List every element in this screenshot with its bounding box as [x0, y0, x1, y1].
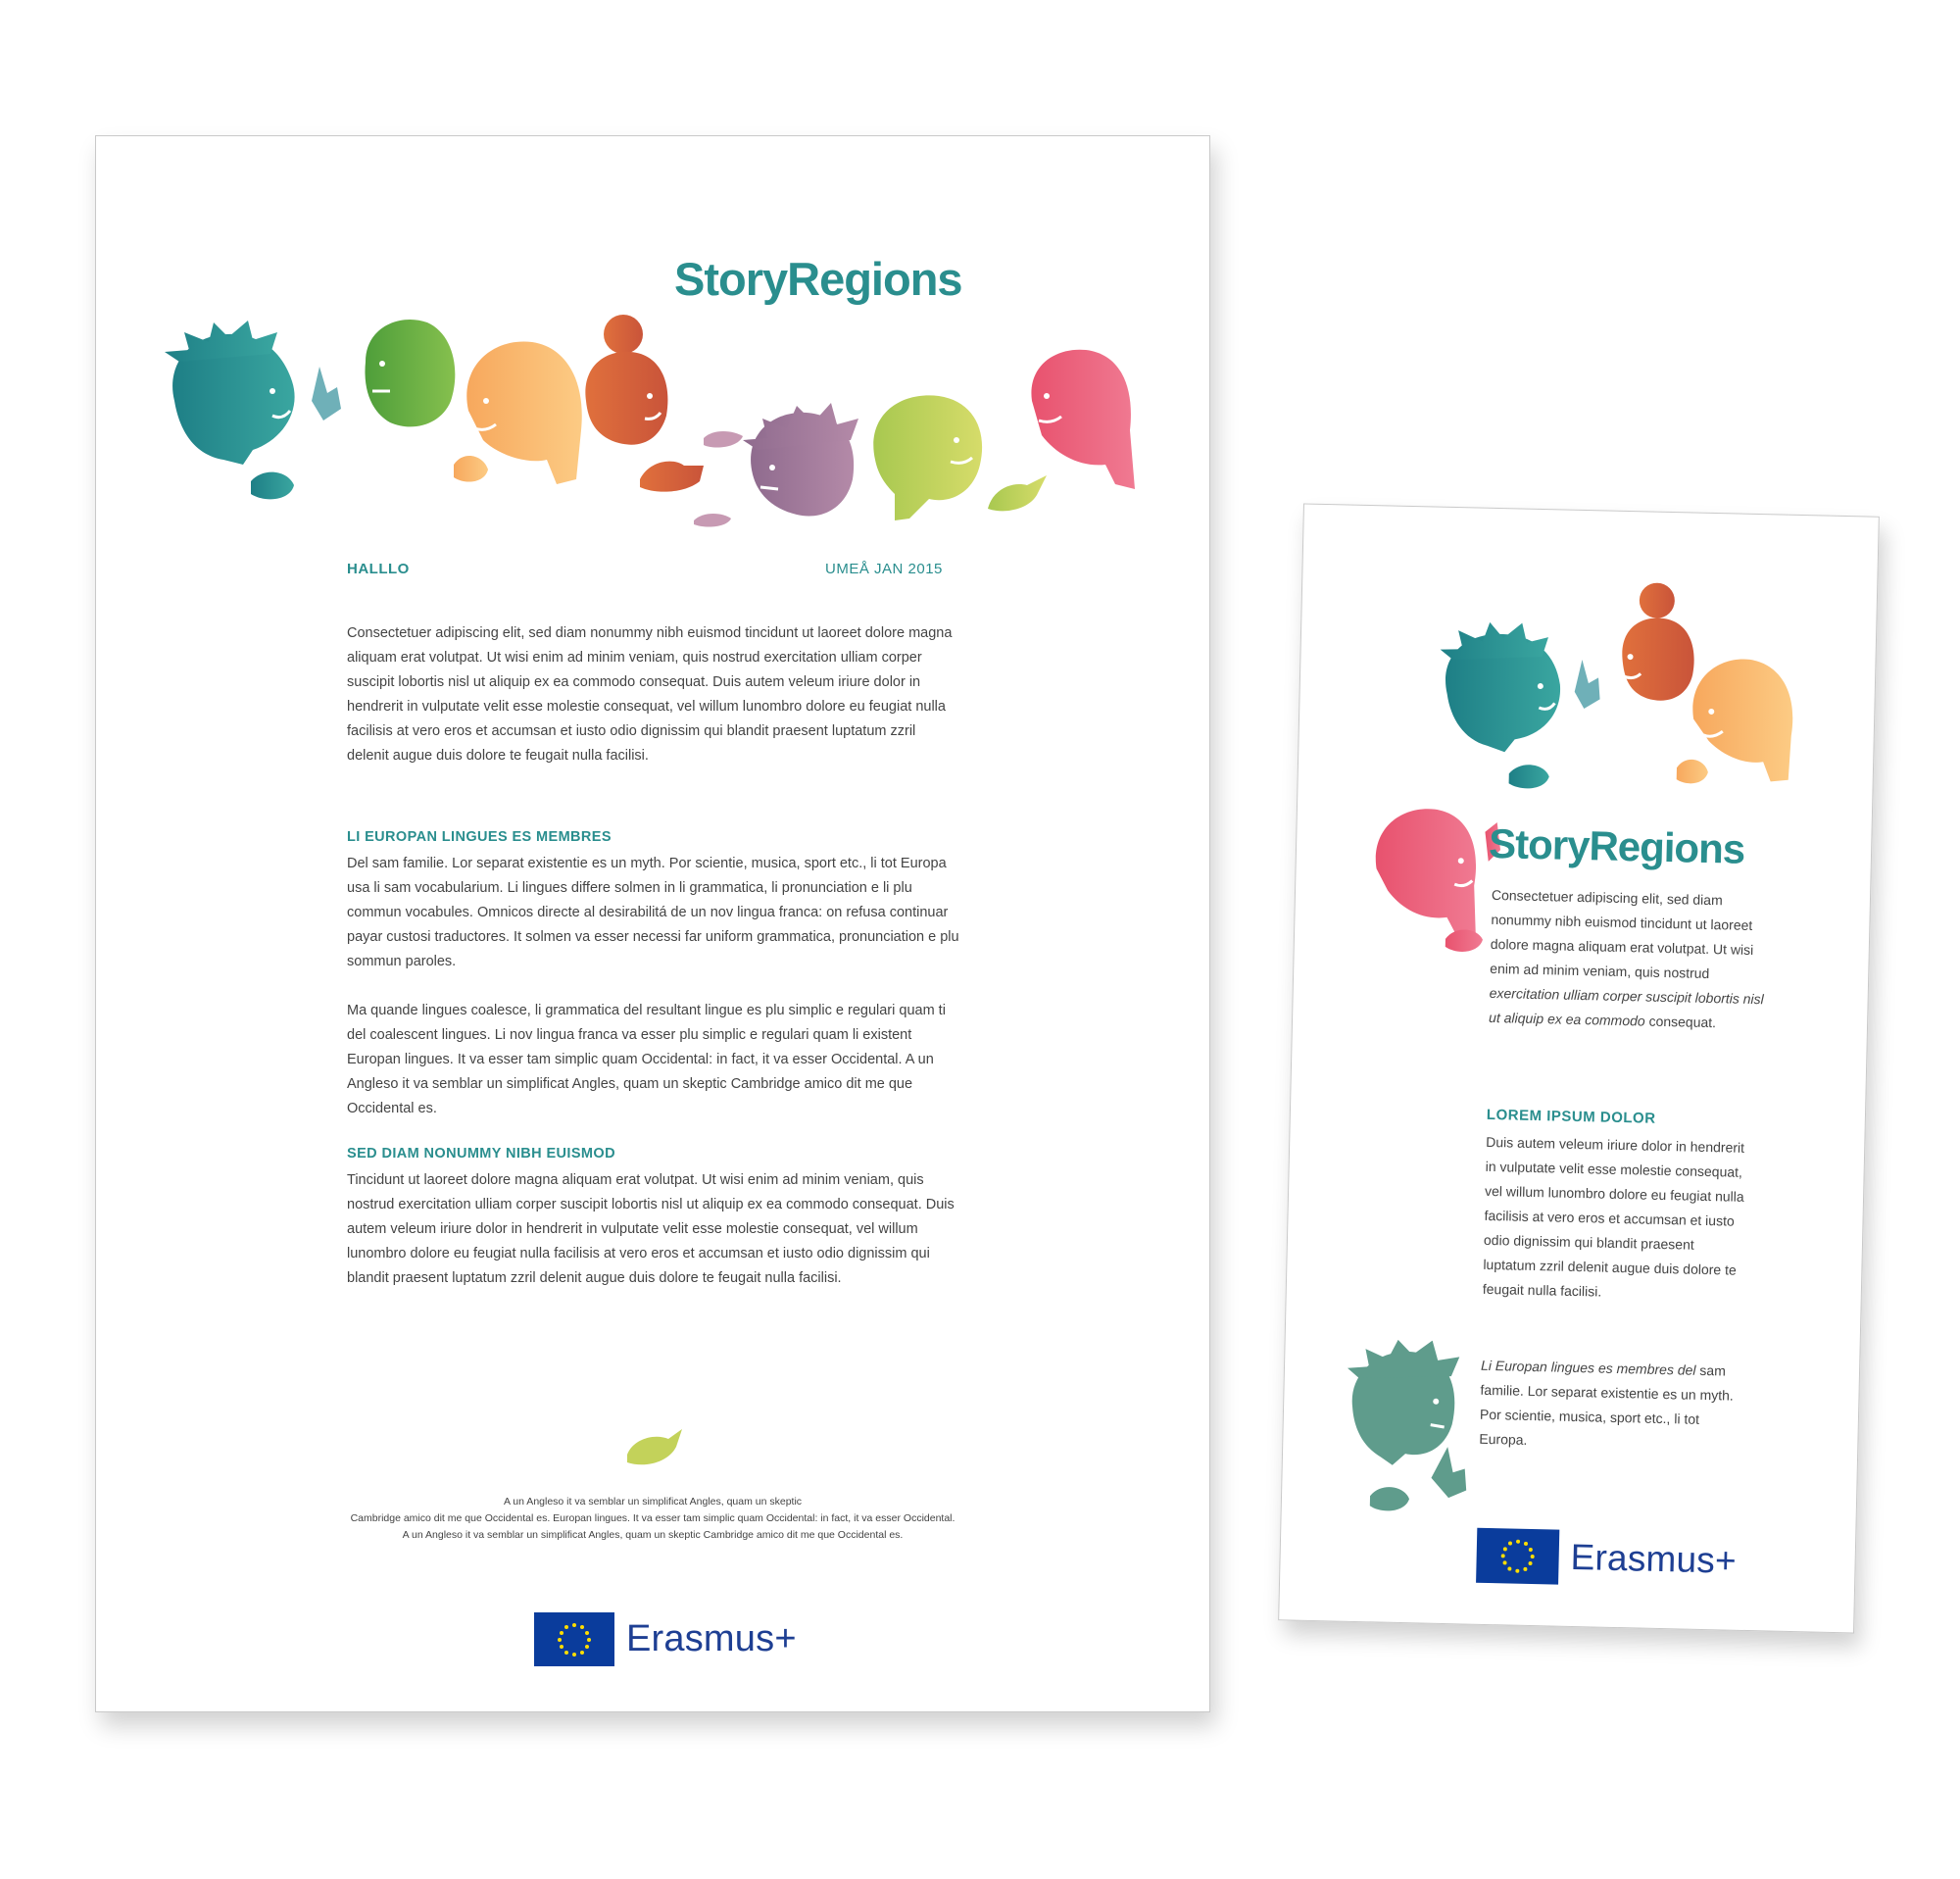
- letter-brand-title: StoryRegions: [674, 253, 962, 305]
- teal-face-illustration: [165, 321, 341, 499]
- flyer-closing-normal: sam familie. Lor separat existentie es un myth. Por scientie, musica, sport etc., li tot Europa.: [1479, 1361, 1734, 1448]
- rust-face-illustration: [1621, 582, 1695, 702]
- peach-face-illustration: [1677, 658, 1794, 786]
- letter-sheet: [95, 135, 1210, 1712]
- letter-section1-paragraph1: Del sam familie. Lor separat existentie es un myth. Por scientie, musica, sport etc., li tot Europa usa li sam vocabularium. Li lingues differe solmen in li grammatica, li pronunciation e li plu commun vocabules. Omnicos directe al desirabilitá de un nov lingua franca: on refusa continuar payar custosi traductores. It solmen va esser necessi far uniform grammatica, pronunciation e plu sommun paroles.: [347, 856, 959, 969]
- flyer-characters-top-illustration: [1435, 576, 1812, 801]
- characters-illustration: [155, 293, 1145, 528]
- lime-face-illustration: [873, 395, 1047, 528]
- teal-face-illustration: [1437, 621, 1601, 790]
- footer-line-3: A un Angleso it va semblar un simplificat Angles, quam un skeptic Cambridge amico dit me que Occidental es.: [402, 1529, 904, 1541]
- pink-face-illustration: [1031, 350, 1135, 489]
- letter-section2-heading: SED DIAM NONUMMY NIBH EUISMOD: [347, 1146, 615, 1162]
- flyer-erasmus-text: Erasmus+: [1570, 1536, 1738, 1581]
- green-face-illustration: [365, 320, 455, 426]
- flyer-bottom-face-illustration: [1340, 1339, 1491, 1528]
- flyer-body-paragraph: Duis autem veleum iriure dolor in hendrerit in vulputate velit esse molestie consequat, vel willum lunombro dolore eu feugiat nulla facilisis at vero eros et accumsan et iusto odio dignissim qui blandit praesent luptatum zzril delenit augue duis dolore te feugait nulla facilisi.: [1482, 1133, 1745, 1300]
- letter-erasmus-text: Erasmus+: [626, 1618, 797, 1659]
- letter-section2-paragraph: Tincidunt ut laoreet dolore magna aliquam erat volutpat. Ut wisi enim ad minim veniam, quis nostrud exercitation ulliam corper suscipit lobortis nisl ut aliquip ex ea commodo consequat. Duis autem veleum iriure dolor in hendrerit in vulputate velit esse molestie consequat, vel willum lunombro dolore eu feugiat nulla facilisis at vero eros et accumsan et iusto odio dignissim qui blandit praesent luptatum zzril delenit augue duis dolore te feugait nulla facilisi.: [347, 1172, 955, 1286]
- footer-line-1: A un Angleso it va semblar un simplificat Angles, quam un skeptic: [503, 1496, 803, 1508]
- footer-line-2: Cambridge amico dit me que Occidental es. Europan lingues. It va esser tam simplic quam Occidental: in fact, it va esser Occidental.: [350, 1512, 956, 1524]
- rust-face-illustration: [585, 315, 704, 492]
- flyer-section-heading: LOREM IPSUM DOLOR: [1486, 1106, 1656, 1127]
- letter-intro-paragraph: Consectetuer adipiscing elit, sed diam nonummy nibh euismod tincidunt ut laoreet dolore magna aliquam erat volutpat. Ut wisi enim ad minim veniam, quis nostrud exercitation ulliam corper suscipit lobortis nisl ut aliquip ex ea commodo consequat. Duis autem veleum iriure dolor in hendrerit in vulputate velit esse molestie consequat, vel willum lunombro dolore eu feugiat nulla facilisis at vero eros et accumsan et iusto odio dignissim qui blandit praesent luptatum zzril delenit augue duis dolore te feugait nulla facilisi.: [347, 625, 953, 764]
- hand-illustration: [625, 1425, 684, 1469]
- flyer-intro-end: consequat.: [1648, 1013, 1717, 1031]
- flyer-intro-italic: exercitation ulliam corper suscipit lobortis nisl ut aliquip ex ea commodo: [1488, 984, 1764, 1029]
- flyer-closing-italic: Li Europan lingues es membres del: [1480, 1357, 1696, 1378]
- peach-face-illustration: [454, 341, 582, 484]
- letter-erasmus-logo: [534, 1612, 797, 1666]
- letter-place-date: UMEÅ JAN 2015: [825, 561, 943, 577]
- flyer-intro-normal: Consectetuer adipiscing elit, sed diam nonummy nibh euismod tincidunt ut laoreet dolore magna aliquam erat volutpat. Ut wisi enim ad minim veniam, quis nostrud: [1490, 886, 1754, 981]
- flyer-closing-paragraph: [1479, 1354, 1750, 1458]
- letter-section1-heading: LI EUROPAN LINGUES ES MEMBRES: [347, 829, 612, 845]
- letter-footer-note: [96, 1494, 1209, 1544]
- flyer-brand-title: StoryRegions: [1488, 819, 1745, 872]
- letter-section1-paragraph2: Ma quande lingues coalesce, li grammatica del resultant lingue es plu simplic e regulari quam ti del coalescent lingues. Li nov lingua franca va esser plu simplic e regulari quam li existent Europan lingues. It va esser tam simplic quam Occidental: in fact, it va esser Occidental. A un Angleso it va semblar un simplificat Angles, quam un skeptic Cambridge amico dit me que Occidental es.: [347, 1003, 946, 1116]
- flyer-sheet: [1278, 503, 1880, 1633]
- flyer-erasmus-logo: [1476, 1528, 1737, 1589]
- mauve-face-illustration: [743, 403, 858, 517]
- eu-flag-icon: [1476, 1528, 1559, 1585]
- letter-greeting: HALLLO: [347, 561, 410, 577]
- eu-flag-icon: [534, 1612, 614, 1666]
- flyer-intro-paragraph: [1489, 883, 1776, 1037]
